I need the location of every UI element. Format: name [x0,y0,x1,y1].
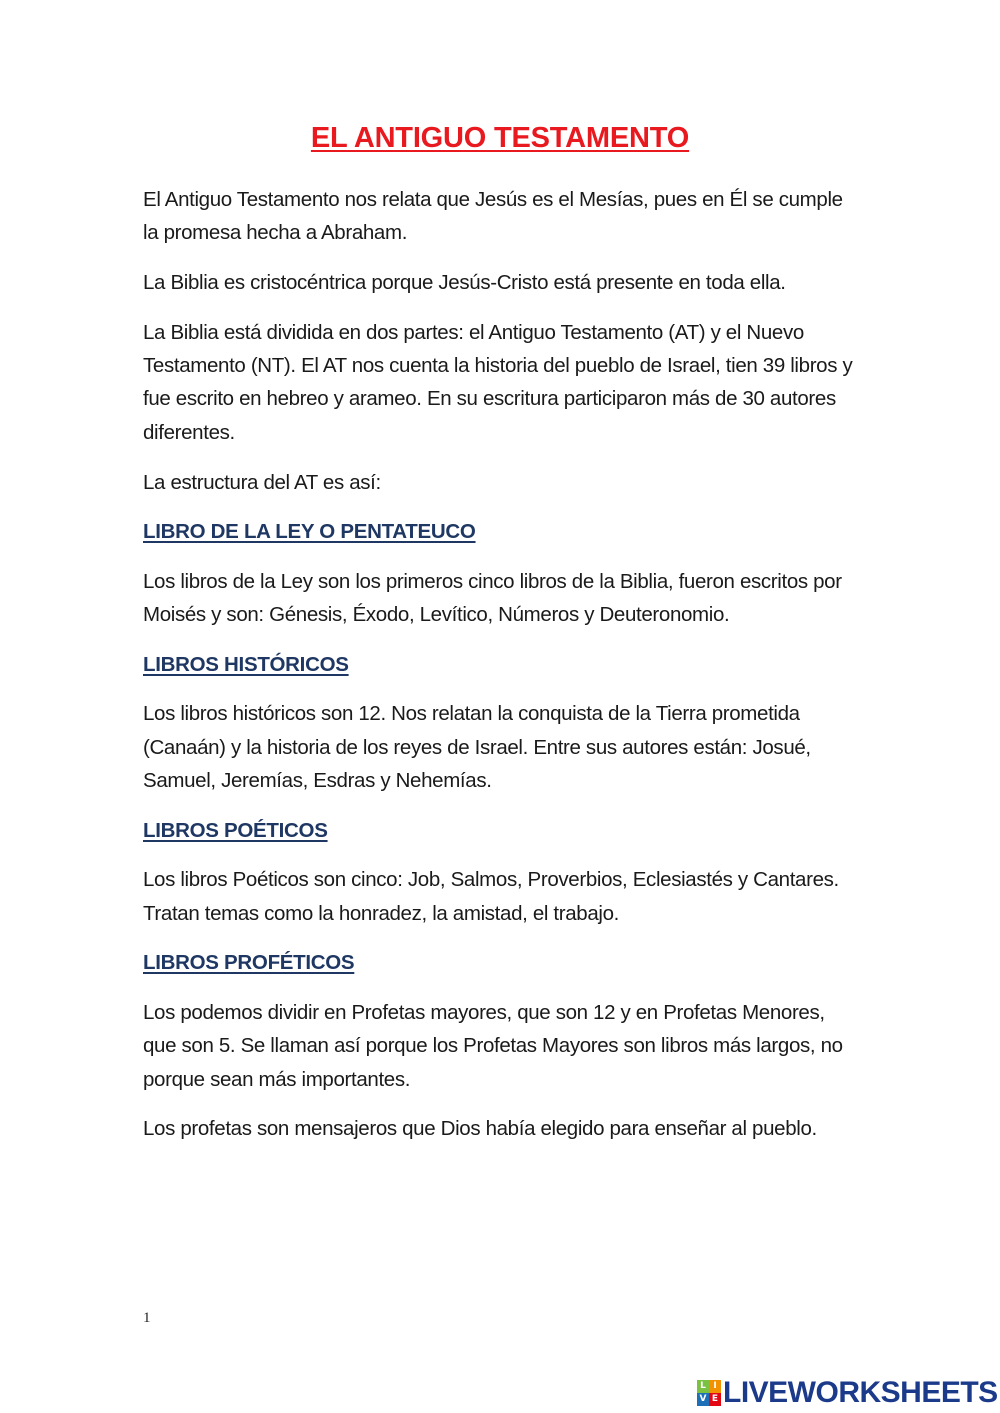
pentateuco-paragraph: Los libros de la Ley son los primeros cinco libros de la Biblia, fueron escritos por Moisés y son: Génesis, Éxodo, Levítico, Números y Deuteronomio. [143,569,842,627]
intro-paragraph: El Antiguo Testamento nos relata que Jesús es el Mesías, pues en Él se cumple la promesa hecha a Abraham. [143,188,843,245]
page-number: 1 [143,1310,151,1326]
logo-letter: V [697,1393,709,1406]
heading-pentateuco: LIBRO DE LA LEY O PENTATEUCO [143,520,476,544]
profeticos-paragraph: Los podemos dividir en Profetas mayores, que son 12 y en Profetas Menores, que son 5. Se llaman así porque los Profetas Mayores son libros más largos, no porque sean más importantes. [143,1000,843,1091]
logo-letter: I [709,1380,721,1393]
page-title: EL ANTIGUO TESTAMENTO [310,122,690,154]
liveworksheets-brand[interactable] [697,1378,998,1408]
heading-profeticos: LIBROS PROFÉTICOS [143,951,355,975]
historicos-paragraph: Los libros históricos son 12. Nos relatan la conquista de la Tierra prometida (Canaán) y la historia de los reyes de Israel. Entre sus autores están: Josué, Samuel, Jeremías, Esdras y Nehemías. [143,702,811,793]
bible-division-paragraph: La Biblia está dividida en dos partes: el Antiguo Testamento (AT) y el Nuevo Testamento (NT). El AT nos cuenta la historia del pueblo de Israel, tien 39 libros y fue escrito en hebreo y arameo. En su escritura participaron más de 30 autores diferentes. [143,320,853,444]
heading-poeticos: LIBROS POÉTICOS [143,818,328,842]
logo-letter: L [697,1380,709,1393]
heading-historicos: LIBROS HISTÓRICOS [143,652,349,676]
document-body [143,183,858,1162]
liveworksheets-logo-icon [697,1380,721,1406]
poeticos-paragraph: Los libros Poéticos son cinco: Job, Salmos, Proverbios, Eclesiastés y Cantares. Tratan temas como la honradez, la amistad, el trabajo. [143,868,839,925]
christocentric-paragraph: La Biblia es cristocéntrica porque Jesús-Cristo está presente en toda ella. [143,271,786,295]
logo-letter: E [709,1393,721,1406]
profetas-paragraph: Los profetas son mensajeros que Dios había elegido para enseñar al pueblo. [143,1117,817,1141]
structure-intro-paragraph: La estructura del AT es así: [143,470,381,494]
brand-name: LIVEWORKSHEETS [723,1376,998,1409]
